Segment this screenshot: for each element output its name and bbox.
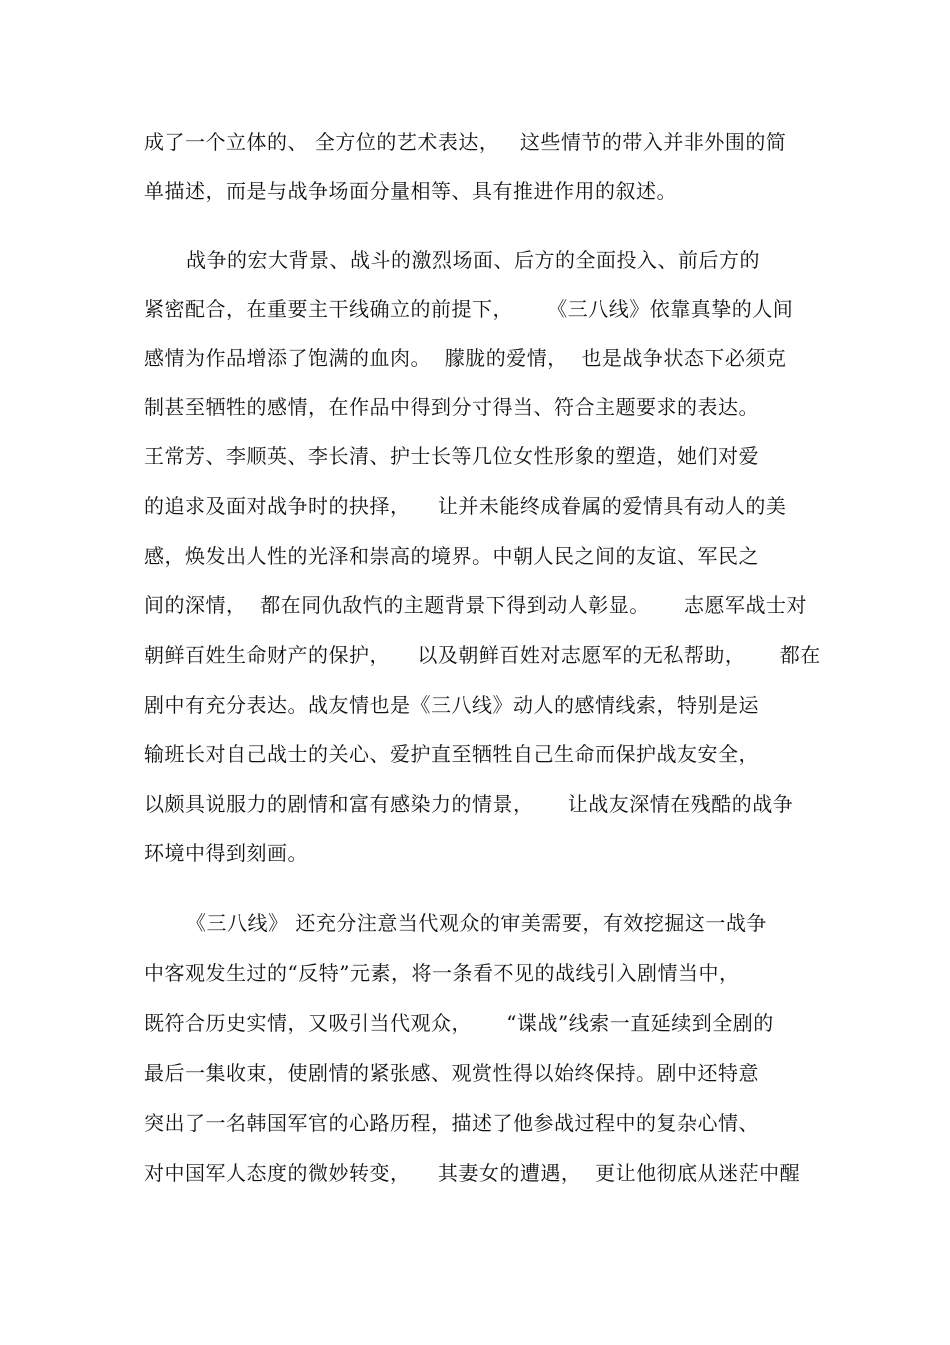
text-line: 中客观发生过的“反特”元素，将一条看不见的战线引入剧情当中，: [144, 961, 740, 985]
text-line: 环境中得到刻画。: [144, 841, 308, 865]
text-line: 的追求及面对战争时的抉择， 让并未能终成眷属的爱情具有动人的美: [144, 494, 787, 518]
text-line: 以颇具说服力的剧情和富有感染力的情景， 让战友深情在残酷的战争: [144, 792, 794, 816]
text-line: 输班长对自己战士的关心、爱护直至牺牲自己生命而保护战友安全，: [144, 742, 759, 766]
text-line: 感情为作品增添了饱满的血肉。 朦胧的爱情， 也是战争状态下必须克: [144, 346, 787, 370]
text-line: 突出了一名韩国军官的心路历程，描述了他参战过程中的复杂心情、: [144, 1111, 759, 1135]
text-line: 朝鲜百姓生命财产的保护， 以及朝鲜百姓对志愿军的无私帮助， 都在: [144, 643, 821, 667]
text-line: 感，焕发出人性的光泽和崇高的境界。中朝人民之间的友谊、军民之: [144, 544, 759, 568]
text-line: 单描述，而是与战争场面分量相等、具有推进作用的叙述。: [144, 179, 677, 203]
text-line: 紧密配合，在重要主干线确立的前提下， 《三八线》依靠真挚的人间: [144, 297, 794, 321]
text-line: 王常芳、李顺英、李长清、护士长等几位女性形象的塑造，她们对爱: [144, 444, 759, 468]
text-line: 最后一集收束，使剧情的紧张感、观赏性得以始终保持。剧中还特意: [144, 1061, 759, 1085]
text-line: 对中国军人态度的微妙转变， 其妻女的遭遇， 更让他彻底从迷茫中醒: [144, 1161, 801, 1185]
text-line: 《三八线》 还充分注意当代观众的审美需要，有效挖掘这一战争: [186, 911, 767, 935]
text-line: 制甚至牺牲的感情，在作品中得到分寸得当、符合主题要求的表达。: [144, 395, 759, 419]
text-line: 剧中有充分表达。战友情也是《三八线》动人的感情线索，特别是运: [144, 693, 759, 717]
text-line: 间的深情， 都在同仇敌忾的主题背景下得到动人彰显。 志愿军战士对: [144, 593, 808, 617]
text-line: 既符合历史实情，又吸引当代观众， “谍战”线索一直延续到全剧的: [144, 1011, 774, 1035]
text-line: 成了一个立体的、 全方位的艺术表达， 这些情节的带入并非外围的简: [144, 130, 787, 154]
text-line: 战争的宏大背景、战斗的激烈场面、后方的全面投入、前后方的: [186, 248, 760, 272]
